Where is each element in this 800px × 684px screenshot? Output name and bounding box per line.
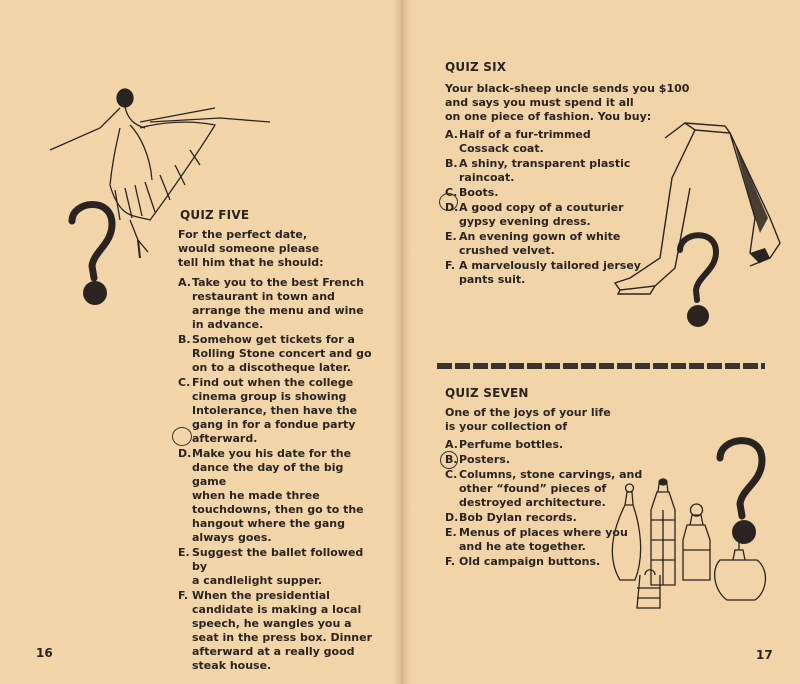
quiz-seven-answer-c[interactable]: C. Columns, stone carvings, and other “found” pieces of destroyed architecture. [445, 468, 643, 509]
quiz-five-answer-d[interactable]: D. Make you his date for the dance the day of the big game when he made three touchdowns, then go to the hangout where the gang always goes. [178, 447, 364, 544]
page-number-left: 16 [36, 646, 53, 660]
question-mark-icon [62, 196, 122, 311]
pencil-circle-mark [172, 427, 192, 446]
quiz-six-answer-a[interactable]: A. Half of a fur-trimmed Cossack coat. [445, 128, 591, 155]
quiz-seven-answer-f[interactable]: F. Old campaign buttons. [445, 555, 601, 568]
quiz-seven-answer-d[interactable]: D. Bob Dylan records. [445, 511, 577, 524]
quiz-five-answer-e[interactable]: E. Suggest the ballet followed by a candlelight supper. [178, 546, 364, 587]
quiz-five-answer-b[interactable]: B. Somehow get tickets for a Rolling Stone concert and go on to a discotheque later. [178, 333, 372, 374]
quiz-seven-answer-e[interactable]: E. Menus of places where you and he ate together. [445, 526, 628, 553]
quiz-seven-title: QUIZ SEVEN [445, 386, 529, 400]
quiz-five-question: For the perfect date, would someone please tell him that he should: [178, 228, 324, 269]
quiz-six-title: QUIZ SIX [445, 60, 507, 74]
quiz-five-title: QUIZ FIVE [180, 208, 250, 222]
quiz-seven-question: One of the joys of your life is your collection of [445, 406, 611, 433]
quiz-six-answer-e[interactable]: E. An evening gown of white crushed velvet. [445, 230, 621, 257]
right-page [400, 0, 800, 684]
quiz-six-answer-b[interactable]: B. A shiny, transparent plastic raincoat. [445, 157, 631, 184]
quiz-seven-answer-b[interactable]: B. Posters. [445, 453, 511, 466]
quiz-seven-answer-a[interactable]: A. Perfume bottles. [445, 438, 564, 451]
perfume-bottles-illustration [605, 480, 770, 615]
book-gutter [392, 0, 412, 684]
pencil-circle-mark [440, 451, 458, 469]
quiz-six-answer-c[interactable]: C. Boots. [445, 186, 499, 199]
page-number-right: 17 [756, 648, 773, 662]
quiz-six-question: Your black-sheep uncle sends you $100 and says you must spend it all on one piece of fashion. You buy: [445, 82, 690, 123]
quiz-five-answer-f[interactable]: F. When the presidential candidate is making a local speech, he wangles you a seat in the press box. Dinner afterward at a really good steak house. [178, 589, 372, 672]
question-mark-icon [672, 228, 722, 333]
pencil-circle-mark [439, 193, 458, 211]
quiz-five-answer-a[interactable]: A. Take you to the best French restaurant in town and arrange the menu and wine in advance. [178, 276, 365, 331]
quiz-five-answers [178, 276, 378, 674]
quiz-five-answer-c[interactable]: C. Find out when the college cinema group is showing Intolerance, then have the gang in for a fondue party afterward. [178, 376, 358, 445]
section-divider [437, 363, 765, 369]
quiz-six-answer-f[interactable]: F. A marvelously tailored jersey pants suit. [445, 259, 641, 286]
quiz-six-answer-d[interactable]: D. A good copy of a couturier gypsy evening dress. [445, 201, 624, 228]
